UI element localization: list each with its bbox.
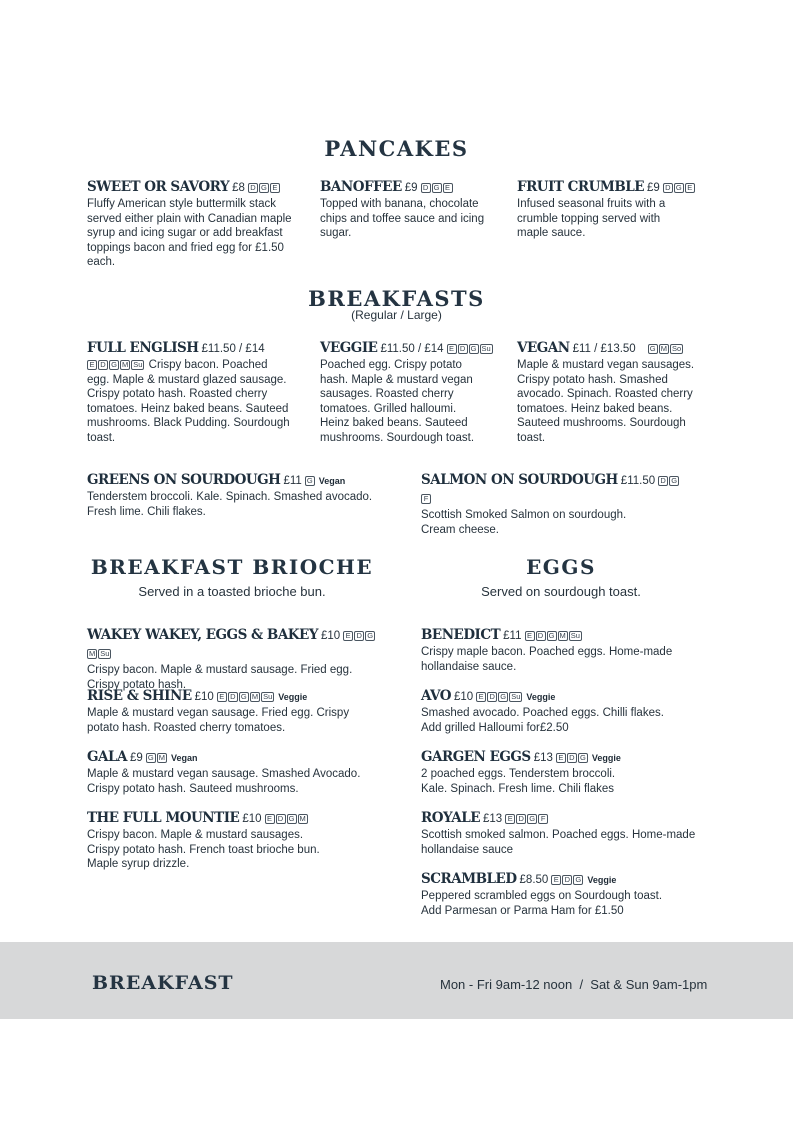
item-description: Maple & mustard vegan sausage. Fried egg. Crispy potato hash. Roasted cherry tomatoes. — [87, 707, 350, 734]
item-price: £10 — [194, 691, 214, 703]
allergen-tag: F — [538, 814, 548, 824]
item-description: Fluffy American style buttermilk stack served either plain with Canadian maple syrup and icing sugar or add breakfast toppings bacon and fried egg for £1.50 each. — [87, 198, 292, 269]
menu-item — [421, 870, 721, 918]
allergen-tag: G — [259, 183, 269, 193]
item-price: £11.50 / £14 — [201, 343, 265, 355]
allergen-tag: D — [663, 183, 673, 193]
item-price: £10 — [454, 691, 474, 703]
allergen-tag: G — [674, 183, 684, 193]
diet-label: Veggie — [591, 753, 621, 763]
item-description: Maple & mustard vegan sausages. Crispy potato hash. Smashed avocado. Spinach. Roasted cherry tomatoes. Heinz baked beans. Sauteed mushrooms. Sourdough toast. — [517, 359, 695, 444]
allergen-tag: G — [578, 753, 588, 763]
brioche-subtitle: Served in a toasted brioche bun. — [138, 584, 326, 599]
allergen-tag: E — [443, 183, 453, 193]
item-name: SALMON ON SOURDOUGH — [421, 472, 618, 488]
item-price: £8 — [232, 182, 245, 194]
allergen-tag: G — [146, 753, 156, 763]
item-name: SCRAMBLED — [421, 871, 517, 887]
allergen-tag: G — [109, 360, 119, 370]
allergen-tag: G — [287, 814, 297, 824]
allergen-tag: E — [551, 875, 561, 885]
item-name: FRUIT CRUMBLE — [517, 179, 645, 195]
allergen-tag: D — [228, 692, 238, 702]
item-name: BANOFFEE — [320, 179, 402, 195]
breakfasts-title: BREAKFASTS — [308, 286, 485, 311]
allergen-tag: E — [525, 631, 535, 641]
allergen-tag: D — [658, 476, 668, 486]
allergen-tag: G — [527, 814, 537, 824]
item-name: THE FULL MOUNTIE — [87, 810, 240, 826]
diet-label: Veggie — [278, 692, 308, 702]
menu-item — [421, 626, 721, 674]
breakfasts-subtitle: (Regular / Large) — [351, 308, 442, 322]
item-description: Peppered scrambled eggs on Sourdough toast. Add Parmesan or Parma Ham for £1.50 — [421, 890, 663, 917]
item-name: AVO — [421, 688, 451, 704]
allergen-tag: D — [248, 183, 258, 193]
item-description: Smashed avocado. Poached eggs. Chilli flakes. Add grilled Halloumi for£2.50 — [421, 707, 664, 734]
item-name: VEGAN — [517, 340, 570, 356]
item-price: £13 — [533, 752, 553, 764]
item-price: £10 — [242, 813, 262, 825]
item-name: RISE & SHINE — [87, 688, 192, 704]
allergen-tag: E — [217, 692, 227, 702]
allergen-tag: E — [685, 183, 695, 193]
allergen-tag: Su — [263, 692, 273, 701]
opening-hours: Mon - Fri 9am-12 noon / Sat & Sun 9am-1pm — [440, 977, 708, 992]
allergen-tag: Su — [133, 360, 143, 369]
menu-item — [320, 339, 495, 446]
allergen-tag: So — [671, 344, 682, 353]
item-price: £11 / £13.50 — [572, 343, 636, 355]
item-price: £11.50 — [620, 475, 656, 487]
allergen-tag: Su — [100, 649, 110, 658]
item-name: GREENS ON SOURDOUGH — [87, 472, 281, 488]
allergen-tag: G — [547, 631, 557, 641]
item-price: £11.50 / £14 — [380, 343, 444, 355]
allergen-tag: G — [573, 875, 583, 885]
allergen-tag: G — [669, 476, 679, 486]
menu-item — [87, 178, 292, 270]
item-description: Infused seasonal fruits with a crumble topping served with maple sauce. — [517, 198, 666, 240]
item-price: £9 — [647, 182, 660, 194]
allergen-tag: D — [487, 692, 497, 702]
footer-title: BREAKFAST — [92, 972, 234, 994]
menu-item — [517, 339, 712, 446]
menu-item — [87, 626, 387, 692]
pancakes-title: PANCAKES — [324, 136, 469, 161]
menu-item — [87, 687, 387, 735]
item-name: FULL ENGLISH — [87, 340, 199, 356]
allergen-tag: D — [562, 875, 572, 885]
allergen-tag: M — [251, 692, 259, 701]
allergen-tag: D — [421, 183, 431, 193]
footer-bar — [0, 942, 793, 1019]
allergen-tag: M — [122, 360, 129, 369]
item-price: £13 — [483, 813, 503, 825]
allergen-tag: E — [476, 692, 486, 702]
diet-label: Veggie — [526, 692, 556, 702]
allergen-tag: G — [239, 692, 249, 702]
item-price: £9 — [404, 182, 418, 194]
item-price: £10 — [320, 630, 341, 642]
allergen-tag: G — [469, 344, 479, 354]
allergen-tag: G — [305, 476, 315, 486]
item-description: Tenderstem broccoli. Kale. Spinach. Smashed avocado. Fresh lime. Chili flakes. — [87, 491, 373, 518]
item-name: ROYALE — [421, 810, 481, 826]
item-description: Scottish smoked salmon. Poached eggs. Home-made hollandaise sauce — [421, 829, 696, 856]
item-name: BENEDICT — [421, 627, 501, 643]
item-description: Scottish Smoked Salmon on sourdough. Cream cheese. — [421, 509, 627, 536]
allergen-tag: M — [299, 814, 306, 823]
allergen-tag: G — [648, 344, 658, 354]
allergen-tag: E — [447, 344, 457, 354]
allergen-tag: G — [498, 692, 508, 702]
menu-item — [320, 178, 495, 241]
allergen-tag: E — [270, 183, 280, 193]
allergen-tag: Su — [481, 344, 491, 353]
brioche-title: BREAKFAST BRIOCHE — [90, 555, 374, 579]
allergen-tag: D — [458, 344, 468, 354]
item-price: £8.50 — [519, 874, 549, 886]
item-price: £11 — [503, 630, 522, 642]
menu-item — [87, 471, 397, 519]
allergen-tag: Su — [511, 692, 521, 701]
allergen-tag: G — [432, 183, 442, 193]
allergen-tag: D — [276, 814, 286, 824]
allergen-tag: E — [343, 631, 353, 641]
allergen-tag: D — [98, 360, 108, 370]
item-name: WAKEY WAKEY, EGGS & BAKEY — [87, 627, 318, 643]
menu-item — [421, 748, 721, 796]
allergen-tag: D — [567, 753, 577, 763]
allergen-tag: E — [87, 360, 97, 370]
allergen-tag: D — [516, 814, 526, 824]
menu-item — [87, 809, 387, 872]
allergen-tag: D — [536, 631, 546, 641]
item-description: Poached egg. Crispy potato hash. Maple & mustard vegan sausages. Roasted cherry tomatoes. Grilled halloumi. Heinz baked beans. Sauteed mushrooms. Sourdough toast. — [320, 359, 475, 444]
item-description: Crispy bacon. Poached egg. Maple & mustard glazed sausage. Crispy potato hash. Roasted cherry tomatoes. Heinz baked beans. Sauteed mushrooms. Black Pudding. Sourdough toast. — [87, 359, 290, 444]
item-price: £11 — [283, 475, 302, 487]
item-description: Crispy maple bacon. Poached eggs. Home-made hollandaise sauce. — [421, 646, 673, 673]
item-price: £9 — [129, 752, 143, 764]
item-description: 2 poached eggs. Tenderstem broccoli. Kale. Spinach. Fresh lime. Chili flakes — [421, 768, 616, 795]
menu-item — [421, 471, 691, 537]
allergen-tag: Su — [570, 631, 580, 640]
menu-item — [421, 687, 721, 735]
menu-item — [87, 339, 292, 446]
item-name: GARGEN EGGS — [421, 749, 531, 765]
allergen-tag: E — [505, 814, 515, 824]
diet-label: Vegan — [171, 753, 198, 763]
allergen-tag: G — [365, 631, 375, 641]
allergen-tag: M — [660, 344, 667, 353]
item-description: Topped with banana, chocolate chips and toffee sauce and icing sugar. — [320, 198, 485, 240]
allergen-tag: D — [354, 631, 364, 641]
item-description: Maple & mustard vegan sausage. Smashed Avocado. Crispy potato hash. Sauteed mushrooms. — [87, 768, 361, 795]
eggs-title: EGGS — [526, 555, 596, 579]
allergen-tag: M — [89, 649, 96, 658]
item-name: GALA — [87, 749, 127, 765]
allergen-tag: M — [559, 631, 566, 640]
menu-item — [421, 809, 721, 857]
allergen-tag: E — [556, 753, 566, 763]
eggs-subtitle: Served on sourdough toast. — [481, 584, 641, 599]
item-description: Crispy bacon. Maple & mustard sausages. Crispy potato hash. French toast brioche bun. Maple syrup drizzle. — [87, 829, 320, 871]
allergen-tag: E — [265, 814, 275, 824]
item-name: VEGGIE — [320, 340, 378, 356]
item-description: Crispy bacon. Maple & mustard sausage. Fried egg. Crispy potato hash. — [87, 664, 353, 691]
diet-label: Vegan — [318, 476, 346, 486]
menu-item — [517, 178, 707, 241]
menu-item — [87, 748, 387, 796]
allergen-tag: M — [158, 753, 166, 762]
diet-label: Veggie — [587, 875, 617, 885]
allergen-tag: F — [421, 494, 431, 504]
item-name: SWEET OR SAVORY — [87, 179, 230, 195]
